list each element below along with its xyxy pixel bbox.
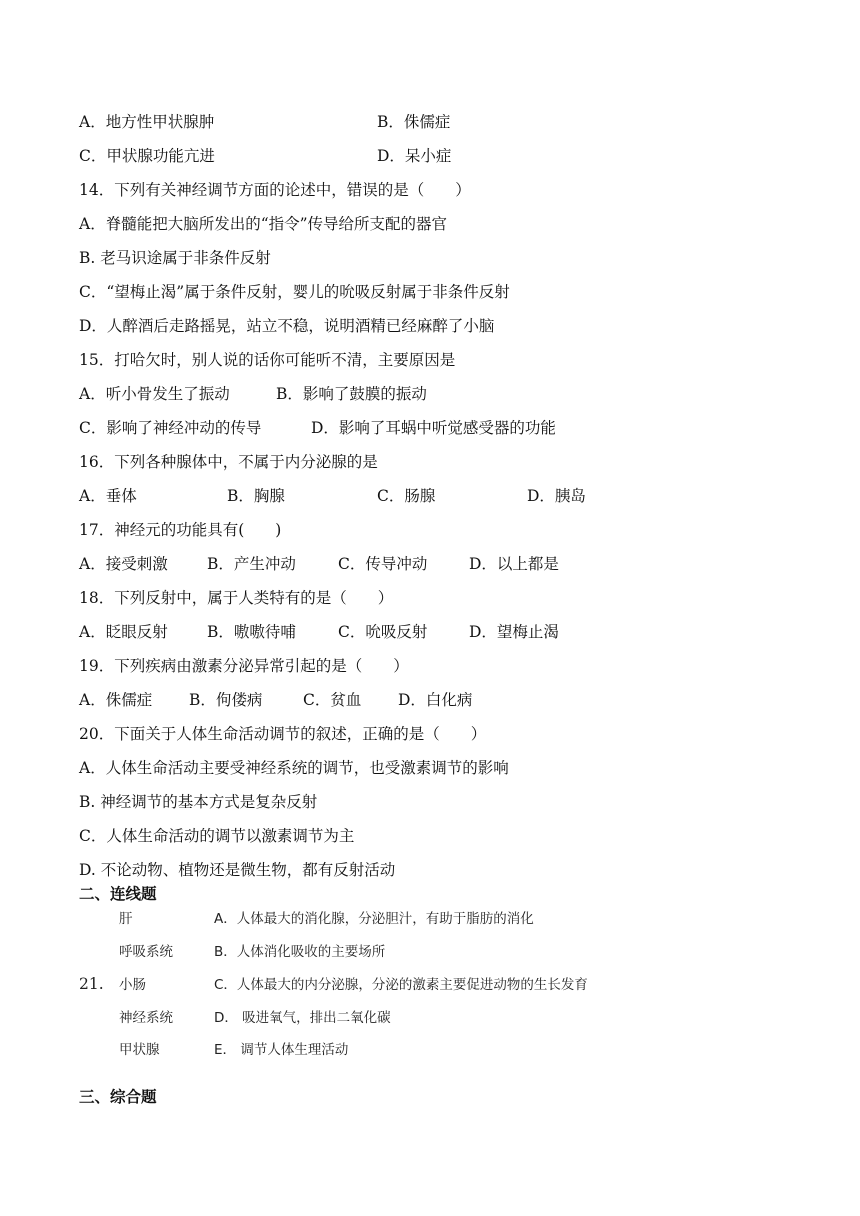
q20-option-d: D. 不论动物、植物还是微生物，都有反射活动	[79, 861, 396, 879]
q20-option-b: B. 神经调节的基本方式是复杂反射	[79, 793, 318, 811]
q14-option-c: C．“望梅止渴”属于条件反射，婴儿的吮吸反射属于非条件反射	[79, 283, 510, 301]
q18-option-a: A．眨眼反射	[79, 623, 168, 641]
q21-left-item: 甲状腺	[119, 1042, 160, 1058]
q18-option-d: D．望梅止渴	[469, 623, 559, 641]
q19-option-b: B．佝偻病	[189, 691, 263, 709]
q21-left-item: 肝	[119, 911, 133, 927]
q15-option-a: A．听小骨发生了振动	[79, 385, 230, 403]
q21-right-item: A．人体最大的消化腺，分泌胆汁，有助于脂肪的消化	[214, 911, 534, 927]
q21-left-item: 呼吸系统	[119, 944, 173, 960]
q14-stem: 14．下列有关神经调节方面的论述中，错误的是（ ）	[79, 181, 471, 199]
q20-option-a: A．人体生命活动主要受神经系统的调节，也受激素调节的影响	[79, 759, 509, 777]
q17-option-a: A．接受刺激	[79, 555, 168, 573]
q21-matching-block	[79, 905, 639, 1065]
q15-option-c: C．影响了神经冲动的传导	[79, 419, 262, 437]
q17-option-d: D．以上都是	[469, 555, 559, 573]
q14-option-a: A．脊髓能把大脑所发出的“指令”传导给所支配的器官	[79, 215, 448, 233]
q21-right-item: C．人体最大的内分泌腺，分泌的激素主要促进动物的生长发育	[214, 977, 588, 993]
section-heading-comprehensive: 三、综合题	[79, 1088, 157, 1106]
q21-right-item: E． 调节人体生理活动	[214, 1042, 349, 1058]
q18-option-b: B．嗷嗷待哺	[207, 623, 296, 641]
q19-option-d: D．白化病	[398, 691, 473, 709]
q13-option-c: C．甲状腺功能亢进	[79, 147, 215, 165]
q17-stem: 17．神经元的功能具有( )	[79, 521, 282, 539]
q16-option-b: B．胸腺	[227, 487, 285, 505]
q14-option-b: B. 老马识途属于非条件反射	[79, 249, 271, 267]
q21-right-item: B．人体消化吸收的主要场所	[214, 944, 386, 960]
q21-left-item: 小肠	[119, 977, 146, 993]
q14-option-d: D．人醉酒后走路摇晃，站立不稳，说明酒精已经麻醉了小脑	[79, 317, 495, 335]
q16-option-d: D．胰岛	[527, 487, 586, 505]
q21-number: 21.	[79, 975, 104, 993]
q18-stem: 18．下列反射中，属于人类特有的是（ ）	[79, 589, 394, 607]
section-heading-matching: 二、连线题	[79, 885, 157, 903]
q20-stem: 20．下面关于人体生命活动调节的叙述，正确的是（ ）	[79, 725, 487, 743]
q16-option-c: C．肠腺	[377, 487, 436, 505]
q17-option-b: B．产生冲动	[207, 555, 296, 573]
q19-option-a: A．侏儒症	[79, 691, 153, 709]
q18-option-c: C．吮吸反射	[338, 623, 428, 641]
q15-option-d: D．影响了耳蜗中听觉感受器的功能	[311, 419, 556, 437]
q19-stem: 19．下列疾病由激素分泌异常引起的是（ ）	[79, 657, 409, 675]
q13-option-a: A．地方性甲状腺肿	[79, 113, 215, 131]
q20-option-c: C．人体生命活动的调节以激素调节为主	[79, 827, 355, 845]
q21-left-item: 神经系统	[119, 1010, 173, 1026]
q16-option-a: A．垂体	[79, 487, 137, 505]
q13-option-d: D．呆小症	[377, 147, 452, 165]
q17-option-c: C．传导冲动	[338, 555, 428, 573]
q15-option-b: B．影响了鼓膜的振动	[276, 385, 427, 403]
q16-stem: 16．下列各种腺体中，不属于内分泌腺的是	[79, 453, 378, 471]
q21-right-item: D． 吸进氧气，排出二氧化碳	[214, 1010, 391, 1026]
q13-option-b: B．侏儒症	[377, 113, 451, 131]
q15-stem: 15．打哈欠时，别人说的话你可能听不清，主要原因是	[79, 351, 456, 369]
q19-option-c: C．贫血	[303, 691, 362, 709]
